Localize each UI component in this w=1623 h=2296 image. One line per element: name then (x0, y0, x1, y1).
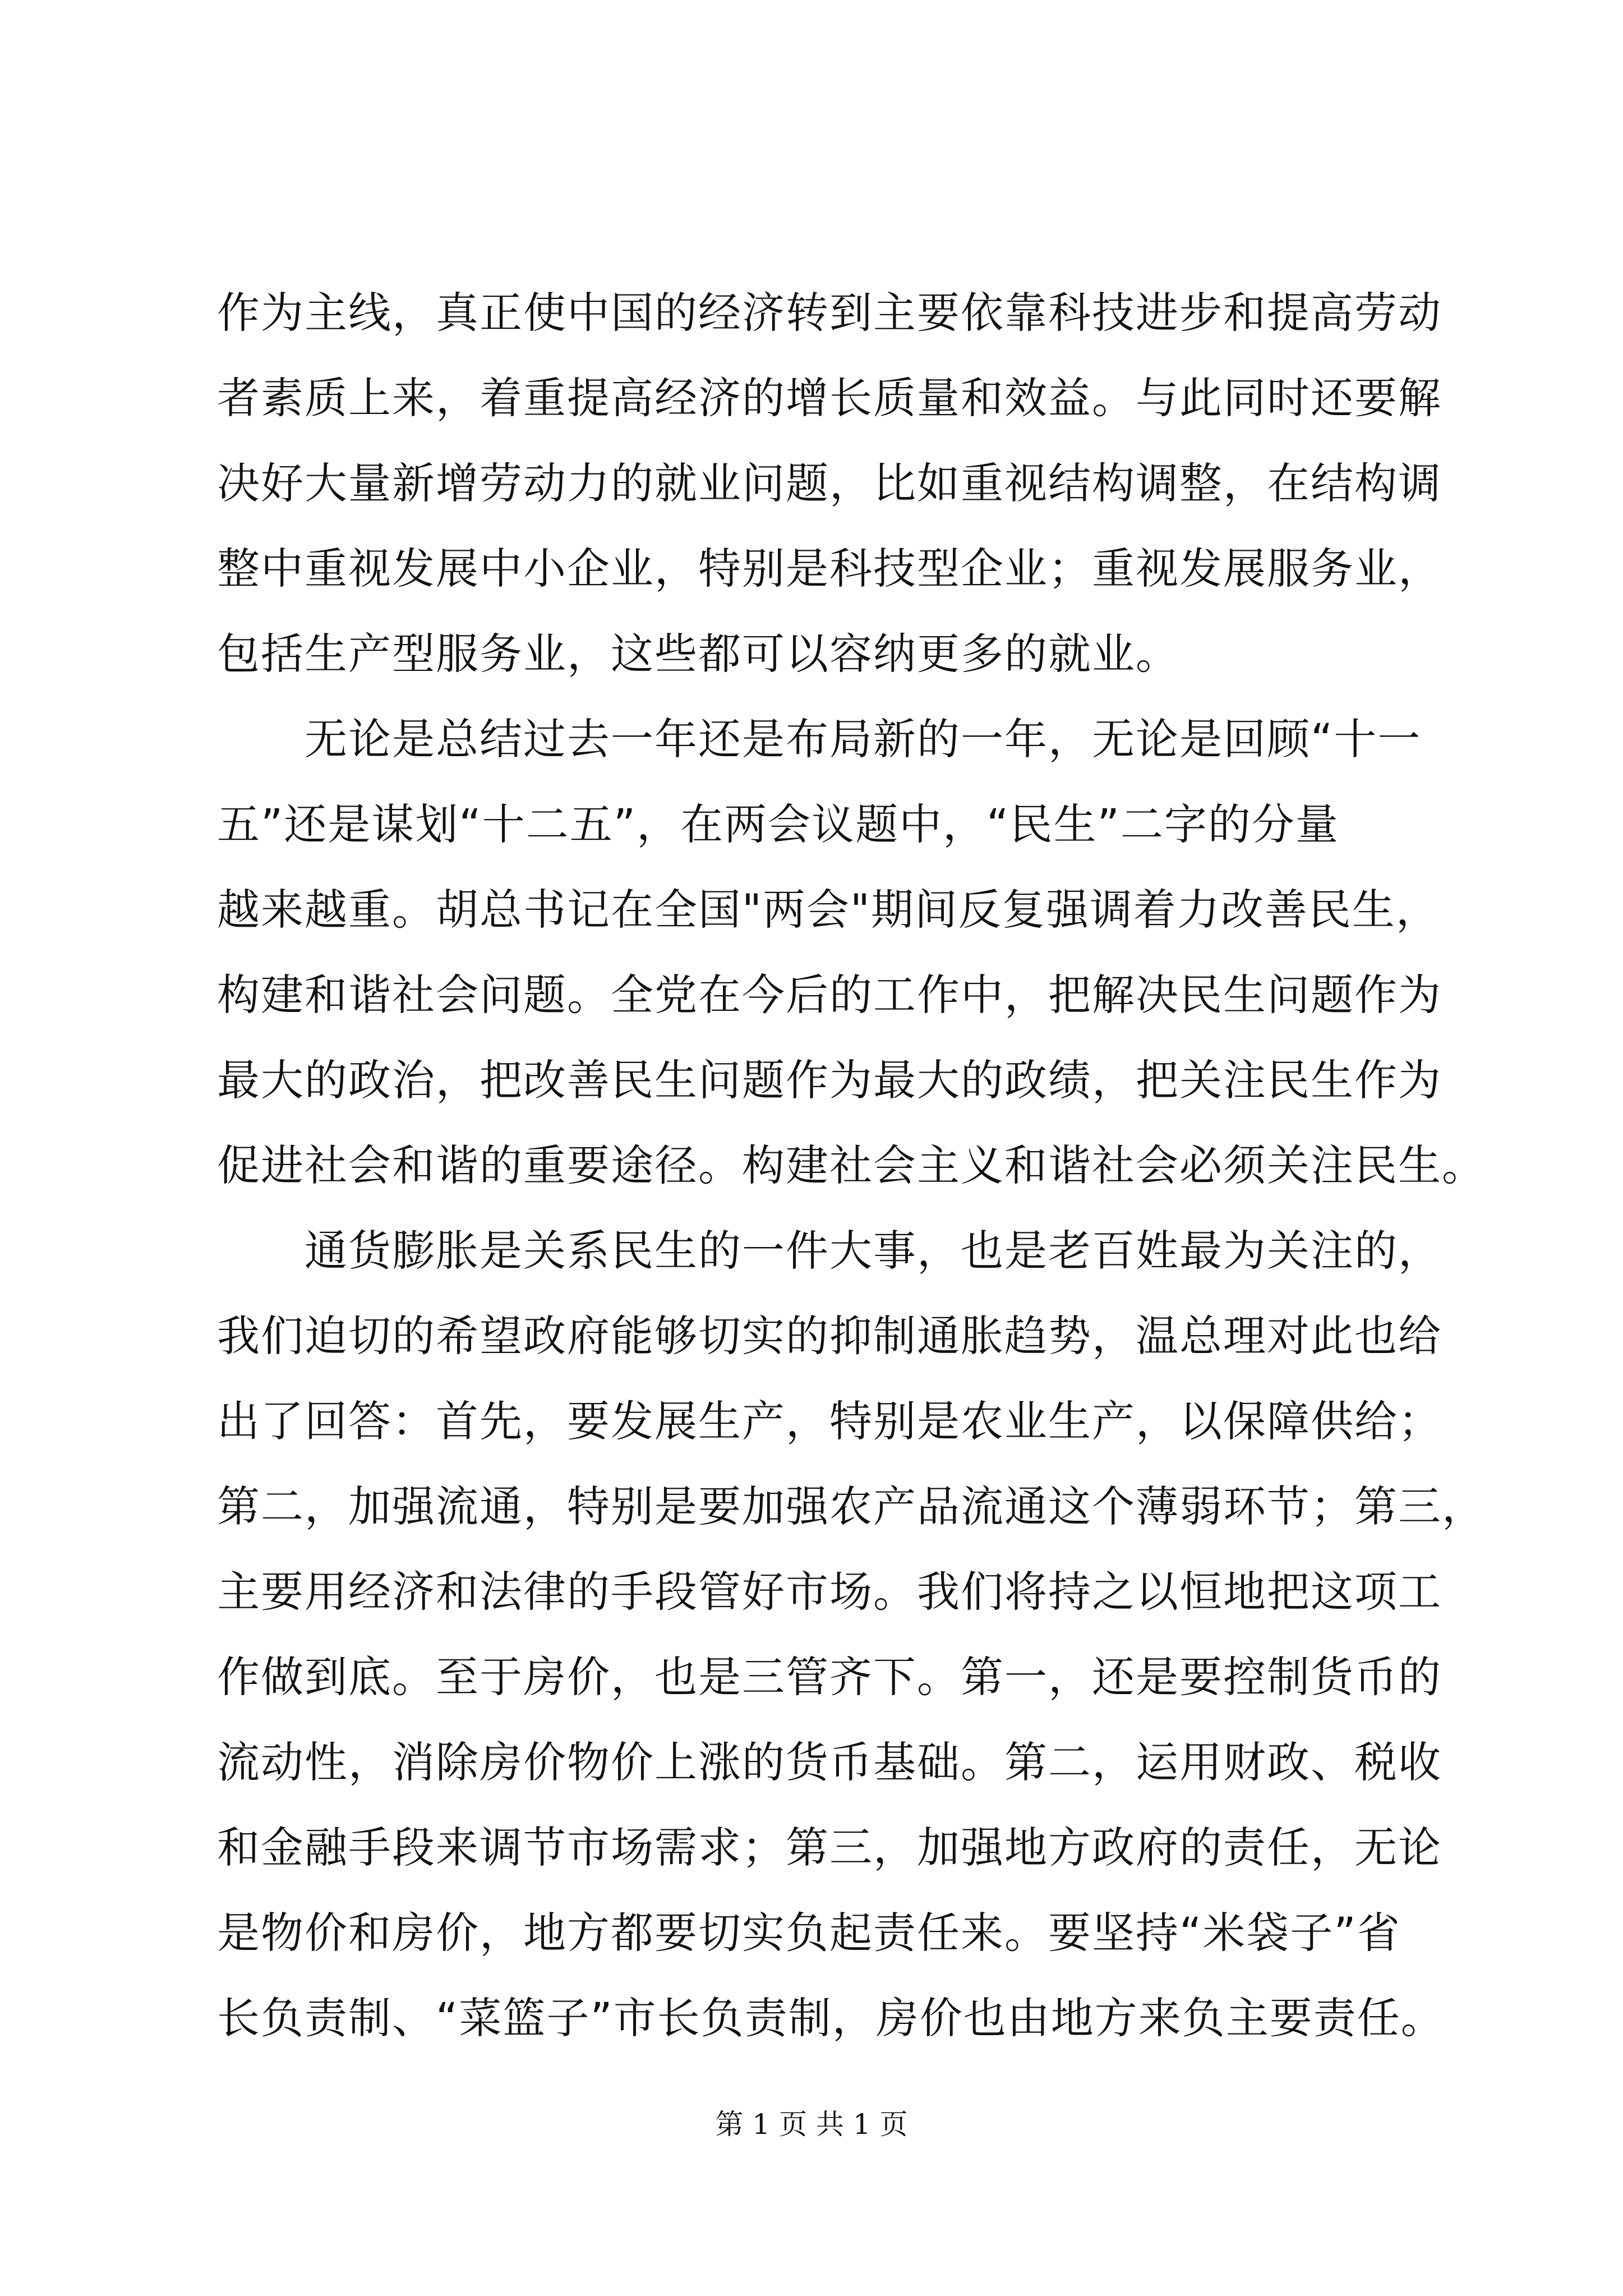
text-line: 和金融手段来调节市场需求；第三，加强地方政府的责任，无论 (217, 1823, 1442, 1872)
text-line: 决好大量新增劳动力的就业问题，比如重视结构调整，在结构调 (217, 458, 1442, 508)
text-line: 包括生产型服务业，这些都可以容纳更多的就业。 (217, 629, 1179, 679)
text-line: 越来越重。胡总书记在全国"两会"期间反复强调着力改善民生， (217, 885, 1440, 935)
text-line: 通货膨胀是关系民生的一件大事，也是老百姓最为关注的， (217, 1226, 1442, 1276)
text-line: 第二，加强流通，特别是要加强农产品流通这个薄弱环节；第三， (217, 1481, 1486, 1531)
text-line: 促进社会和谐的重要途径。构建社会主义和谐社会必须关注民生。 (217, 1140, 1486, 1190)
text-line: 出了回答：首先，要发展生产，特别是农业生产，以保障供给； (217, 1396, 1442, 1446)
text-line: 流动性，消除房价物价上涨的货币基础。第二，运用财政、税收 (217, 1737, 1442, 1787)
text-line: 最大的政治，把改善民生问题作为最大的政绩，把关注民生作为 (217, 1055, 1442, 1105)
text-line: 作为主线，真正使中国的经济转到主要依靠科技进步和提高劳动 (217, 288, 1442, 338)
text-line: 构建和谐社会问题。全党在今后的工作中，把解决民生问题作为 (217, 970, 1442, 1020)
text-line: 五”还是谋划“十二五”，在两会议题中，“民生”二字的分量 (217, 799, 1339, 849)
text-line: 者素质上来，着重提高经济的增长质量和效益。与此同时还要解 (217, 373, 1442, 423)
text-line: 无论是总结过去一年还是布局新的一年，无论是回顾“十一 (217, 714, 1422, 764)
text-line: 是物价和房价，地方都要切实负起责任来。要坚持“米袋子”省 (217, 1908, 1401, 1958)
text-line: 整中重视发展中小企业，特别是科技型企业；重视发展服务业， (217, 544, 1442, 593)
text-line: 我们迫切的希望政府能够切实的抑制通胀趋势，温总理对此也给 (217, 1311, 1442, 1361)
text-line: 主要用经济和法律的手段管好市场。我们将持之以恒地把这项工 (217, 1567, 1442, 1617)
text-line: 作做到底。至于房价，也是三管齐下。第一，还是要控制货币的 (217, 1652, 1442, 1702)
page-number-footer: 第 1 页 共 1 页 (715, 2108, 908, 2141)
text-line: 长负责制、“菜篮子”市长负责制，房价也由地方来负主要责任。 (217, 1993, 1445, 2043)
